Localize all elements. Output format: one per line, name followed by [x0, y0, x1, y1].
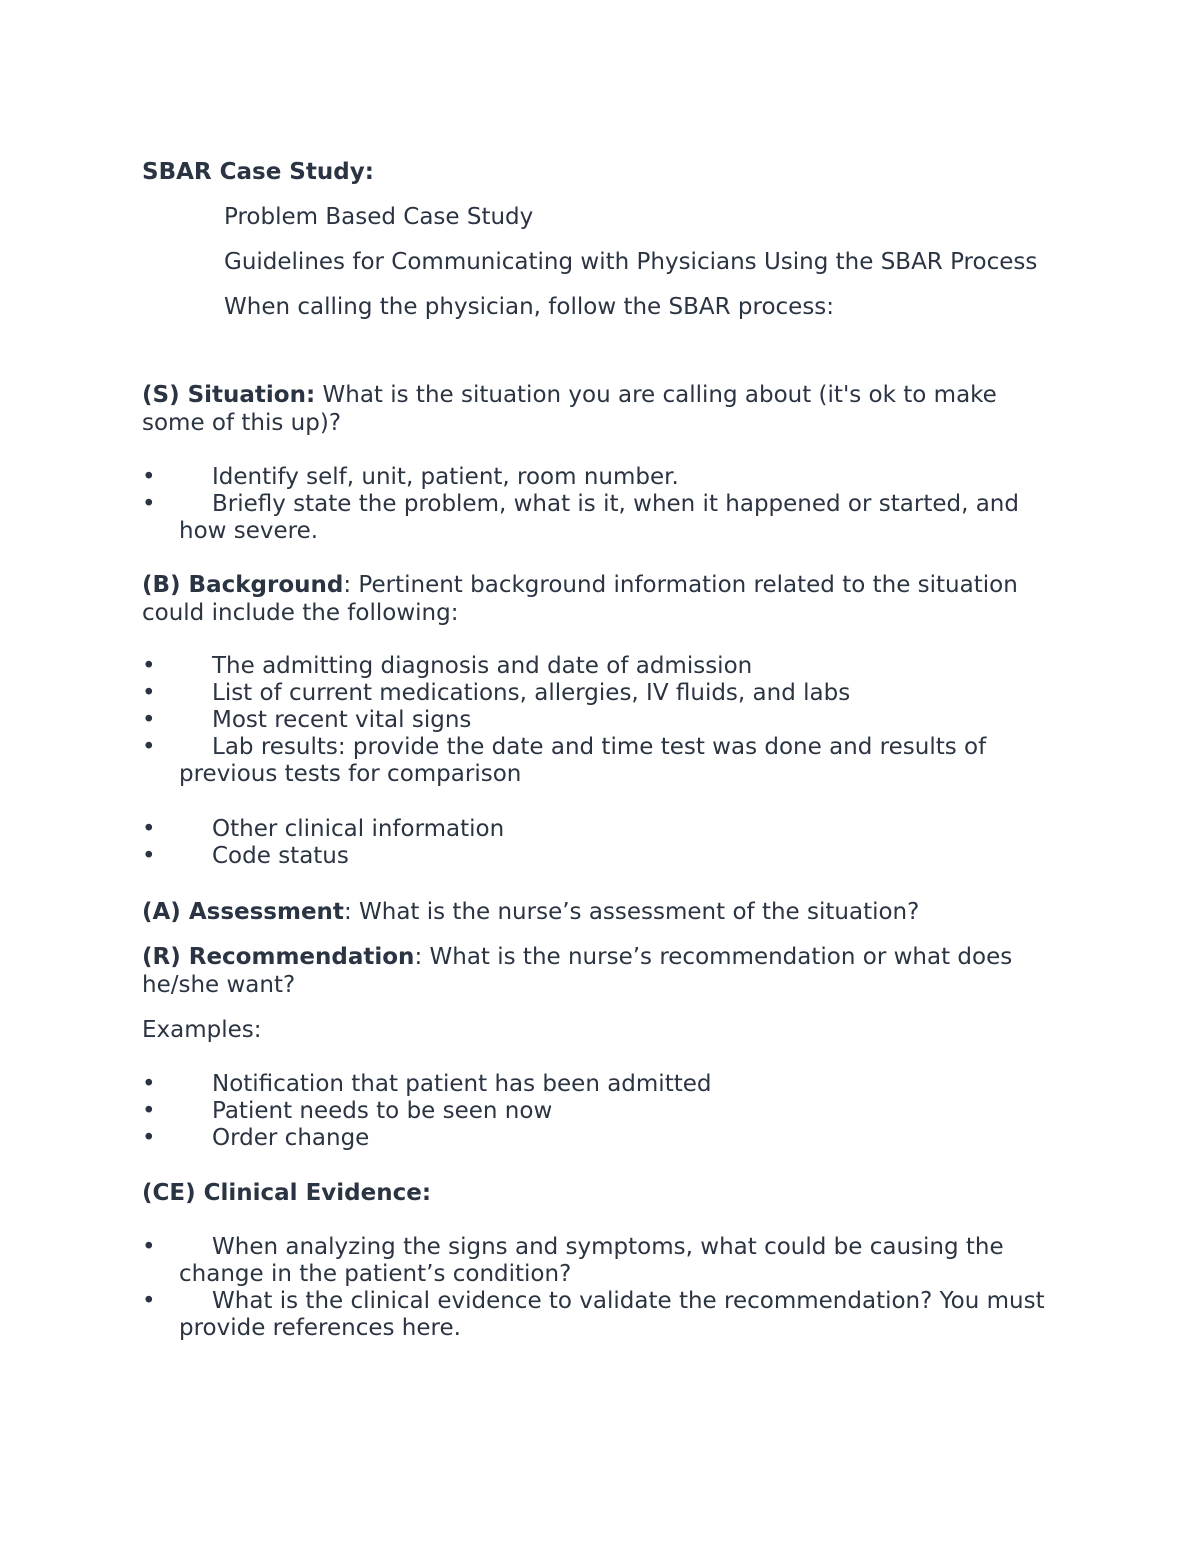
assessment-text: : What is the nurse’s assessment of the situation? [343, 899, 920, 925]
document-title: SBAR Case Study: [142, 159, 374, 185]
list-item [142, 464, 1062, 491]
document-page [142, 158, 1062, 1342]
list-item-text: Lab results: provide the date and time test was done and results of previous tests for comparison [179, 734, 987, 787]
background-heading [142, 571, 1062, 627]
list-item [142, 707, 1062, 734]
bullet-icon: • [142, 680, 156, 706]
list-item [142, 653, 1062, 680]
recommendation-label: (R) Recommendation [142, 944, 415, 970]
list-item-text: When analyzing the signs and symptoms, what could be causing the change in the patient’s condition? [179, 1234, 1004, 1287]
list-item-text: Order change [212, 1125, 370, 1151]
background-list [142, 653, 1062, 788]
list-item [142, 1234, 1062, 1288]
list-item [142, 816, 1062, 843]
list-item [142, 680, 1062, 707]
list-item-text: Briefly state the problem, what is it, when it happened or started, and how severe. [179, 491, 1019, 544]
list-item [142, 491, 1062, 545]
background-label: (B) Background [142, 572, 344, 598]
bullet-icon: • [142, 816, 156, 842]
bullet-icon: • [142, 1288, 156, 1314]
examples-label: Examples: [142, 1017, 262, 1043]
examples-list [142, 1071, 1062, 1152]
intro-line: Problem Based Case Study [224, 204, 534, 230]
list-item [142, 1098, 1062, 1125]
clinical-evidence-heading [142, 1179, 1062, 1207]
bullet-icon: • [142, 1071, 156, 1097]
list-item [142, 843, 1062, 870]
clinical-evidence-list [142, 1234, 1062, 1342]
list-item-text: Patient needs to be seen now [212, 1098, 553, 1124]
list-item [142, 1288, 1062, 1342]
bullet-icon: • [142, 843, 156, 869]
intro-line: When calling the physician, follow the SBAR process: [224, 294, 835, 320]
background-list-continued [142, 816, 1062, 870]
list-item-text: Other clinical information [212, 816, 505, 842]
list-item [142, 1125, 1062, 1152]
list-item-text: The admitting diagnosis and date of admission [212, 653, 753, 679]
bullet-icon: • [142, 464, 156, 490]
bullet-icon: • [142, 491, 156, 517]
situation-heading [142, 381, 1062, 437]
list-item-text: What is the clinical evidence to validate the recommendation? You must provide references here. [179, 1288, 1045, 1341]
list-item-text: Code status [212, 843, 349, 869]
background-text: : Pertinent background information related to the situation could include the following: [142, 572, 1018, 626]
assessment-heading [142, 898, 1062, 926]
list-item-text: Notification that patient has been admitted [212, 1071, 712, 1097]
intro-block [142, 203, 1062, 321]
intro-line: Guidelines for Communicating with Physicians Using the SBAR Process [224, 249, 1038, 275]
list-item [142, 1071, 1062, 1098]
assessment-label: (A) Assessment [142, 899, 344, 925]
recommendation-text: : What is the nurse’s recommendation or what does he/she want? [142, 944, 1013, 998]
bullet-icon: • [142, 1125, 156, 1151]
bullet-icon: • [142, 653, 156, 679]
bullet-icon: • [142, 1098, 156, 1124]
bullet-icon: • [142, 1234, 156, 1260]
list-item-text: Most recent vital signs [212, 707, 472, 733]
clinical-evidence-label: (CE) Clinical Evidence: [142, 1180, 432, 1206]
list-item-text: Identify self, unit, patient, room number. [212, 464, 679, 490]
situation-list [142, 464, 1062, 545]
situation-text: What is the situation you are calling about (it's ok to make some of this up)? [142, 382, 997, 436]
recommendation-heading [142, 943, 1062, 999]
bullet-icon: • [142, 734, 156, 760]
bullet-icon: • [142, 707, 156, 733]
list-item [142, 734, 1062, 788]
situation-label: (S) Situation: [142, 382, 316, 408]
list-item-text: List of current medications, allergies, IV fluids, and labs [212, 680, 851, 706]
